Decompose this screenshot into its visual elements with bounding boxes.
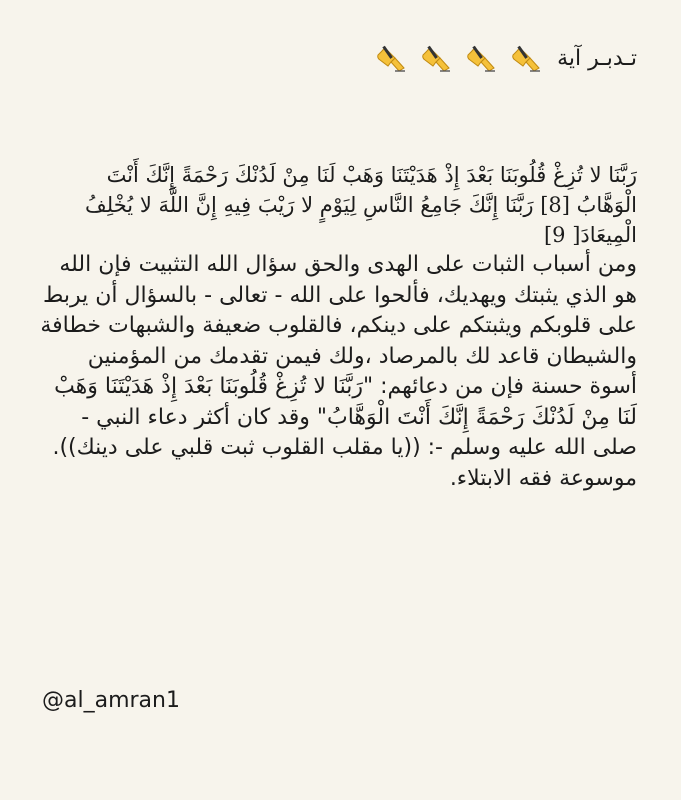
quran-verse: رَبَّنَا لا تُزِغْ قُلُوبَنَا بَعْدَ إِذْ هَدَيْتَنَا وَهَبْ لَنَا مِنْ لَدُنْكَ رَحْمَةً إِنَّكَ أَنْتَ الْوَهَّابُ [8] رَبَّنَا إِنَّكَ جَامِعُ النَّاسِ لِيَوْمٍ لا رَيْبَ فِيهِ إِنَّ اللَّهَ لا يُخْلِفُ الْمِيعَادَ[ 9] xyxy=(85,163,637,247)
commentary-paragraph: ومن أسباب الثبات على الهدى والحق سؤال الله التثبيت فإن الله هو الذي يثبتك ويهديك، فألحوا على الله - تعالى - بالسؤال أن يربط على قلوبكم ويثبتكم على دينكم، فالقلوب ضعيفة والشبهات خطافة والشيطان قاعد لك بالمرصاد ،ولك فيمن تقدمك من المؤمنين أسوة حسنة فإن من دعائهم: "رَبَّنَا لا تُزِغْ قُلُوبَنَا بَعْدَ إِذْ هَدَيْتَنَا وَهَبْ لَنَا مِنْ لَدُنْكَ رَحْمَةً إِنَّكَ أَنْتَ الْوَهَّابُ" وقد كان أكثر دعاء النبي - صلى الله عليه وسلم -: ((يا مقلب القلوب ثبت قلبي على دينك)). xyxy=(40,252,637,460)
writing-hand-icon xyxy=(373,44,407,74)
writing-hand-icon xyxy=(463,44,497,74)
source-citation: موسوعة فقه الابتلاء. xyxy=(449,465,637,491)
writing-hand-icon xyxy=(508,44,542,74)
post-header xyxy=(44,42,637,76)
post-title: تـدبـر آية xyxy=(557,46,637,71)
post-body xyxy=(40,160,637,494)
writing-hand-icon xyxy=(418,44,452,74)
writing-hands-row xyxy=(369,46,542,71)
author-handle: @al_amran1 xyxy=(42,688,180,713)
